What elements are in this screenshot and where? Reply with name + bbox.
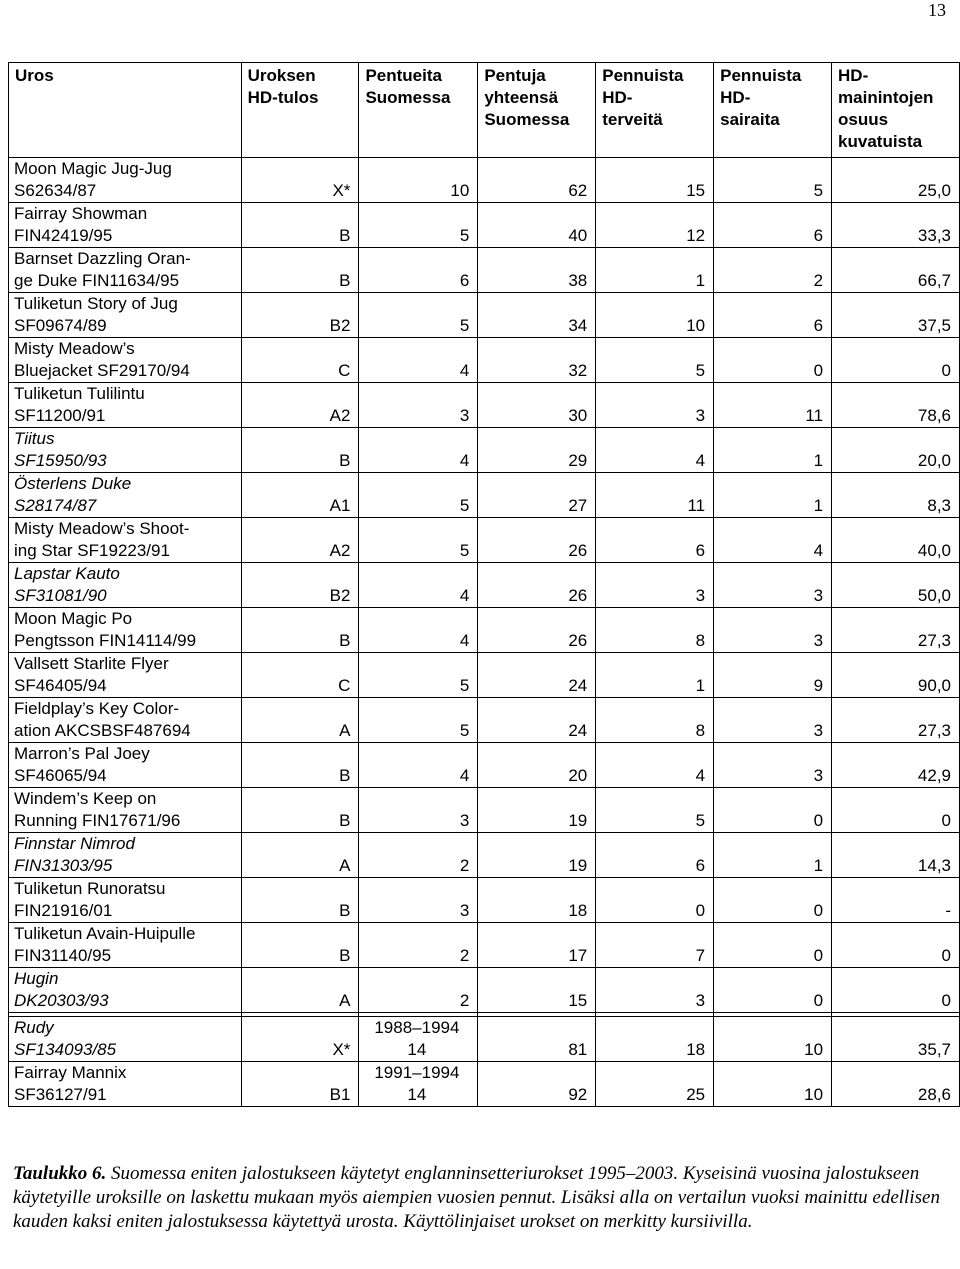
share-cell: 0 xyxy=(832,788,960,833)
table-row xyxy=(9,518,960,563)
sick-cell: 1 xyxy=(714,473,832,518)
sick-cell: 5 xyxy=(714,158,832,203)
share-cell: 40,0 xyxy=(832,518,960,563)
sick-cell: 1 xyxy=(714,833,832,878)
litters-cell: 3 xyxy=(359,788,478,833)
hd-result-cell: A2 xyxy=(241,383,359,428)
sick-cell: 10 xyxy=(714,1017,832,1062)
litters-cell: 4 xyxy=(359,608,478,653)
sick-cell: 6 xyxy=(714,293,832,338)
healthy-cell: 4 xyxy=(596,743,714,788)
table-row xyxy=(9,833,960,878)
column-header: Pentueita Suomessa xyxy=(359,63,478,158)
litters-cell: 4 xyxy=(359,743,478,788)
hd-result-cell: B xyxy=(241,923,359,968)
healthy-cell: 8 xyxy=(596,608,714,653)
sick-cell: 0 xyxy=(714,878,832,923)
hd-result-cell: A xyxy=(241,698,359,743)
table-row xyxy=(9,473,960,518)
sick-cell: 0 xyxy=(714,338,832,383)
healthy-cell: 8 xyxy=(596,698,714,743)
pups-cell: 15 xyxy=(478,968,596,1013)
caption-label: Taulukko 6. xyxy=(13,1163,107,1184)
healthy-cell: 12 xyxy=(596,203,714,248)
dog-name-cell: Tiitus SF15950/93 xyxy=(9,428,242,473)
pups-cell: 26 xyxy=(478,518,596,563)
share-cell: 0 xyxy=(832,338,960,383)
litters-cell: 6 xyxy=(359,248,478,293)
share-cell: 27,3 xyxy=(832,698,960,743)
table-row xyxy=(9,608,960,653)
sick-cell: 3 xyxy=(714,743,832,788)
pups-cell: 27 xyxy=(478,473,596,518)
stud-dog-table xyxy=(8,62,960,1107)
hd-result-cell: X* xyxy=(241,1017,359,1062)
hd-result-cell: B xyxy=(241,608,359,653)
healthy-cell: 6 xyxy=(596,833,714,878)
pups-cell: 92 xyxy=(478,1062,596,1107)
pups-cell: 81 xyxy=(478,1017,596,1062)
caption-text: Suomessa eniten jalostukseen käytetyt englanninsetteriurokset 1995–2003. Kyseisinä vuosina jalostukseen käytetyille uroksille on laskettu mukaan myös aiempien vuosien pennut. Lisäksi alla on vertailun vuoksi mainittu edellisen kauden kaksi eniten jalostuksessa käytettyä urosta. Käyttölinjaiset urokset on merkitty kursiivilla. xyxy=(13,1163,940,1232)
dog-name-cell: Marron’s Pal Joey SF46065/94 xyxy=(9,743,242,788)
table-row xyxy=(9,203,960,248)
healthy-cell: 11 xyxy=(596,473,714,518)
share-cell: 14,3 xyxy=(832,833,960,878)
healthy-cell: 0 xyxy=(596,878,714,923)
pups-cell: 30 xyxy=(478,383,596,428)
sick-cell: 3 xyxy=(714,698,832,743)
pups-cell: 24 xyxy=(478,698,596,743)
pups-cell: 17 xyxy=(478,923,596,968)
healthy-cell: 3 xyxy=(596,968,714,1013)
sick-cell: 10 xyxy=(714,1062,832,1107)
dog-name-cell: Tuliketun Story of Jug SF09674/89 xyxy=(9,293,242,338)
dog-name-cell: Österlens Duke S28174/87 xyxy=(9,473,242,518)
hd-result-cell: X* xyxy=(241,158,359,203)
dog-name-cell: Misty Meadow’s Shoot- ing Star SF19223/91 xyxy=(9,518,242,563)
pups-cell: 40 xyxy=(478,203,596,248)
share-cell: 42,9 xyxy=(832,743,960,788)
table-row xyxy=(9,698,960,743)
litters-cell: 5 xyxy=(359,653,478,698)
dog-name-cell: Fairray Mannix SF36127/91 xyxy=(9,1062,242,1107)
healthy-cell: 5 xyxy=(596,338,714,383)
hd-result-cell: B2 xyxy=(241,293,359,338)
litters-cell: 3 xyxy=(359,878,478,923)
dog-name-cell: Hugin DK20303/93 xyxy=(9,968,242,1013)
pups-cell: 29 xyxy=(478,428,596,473)
dog-name-cell: Fairray Showman FIN42419/95 xyxy=(9,203,242,248)
dog-name-cell: Moon Magic Jug-Jug S62634/87 xyxy=(9,158,242,203)
table-row xyxy=(9,563,960,608)
table-row xyxy=(9,248,960,293)
sick-cell: 0 xyxy=(714,968,832,1013)
hd-result-cell: B xyxy=(241,248,359,293)
reference-row xyxy=(9,1062,960,1107)
column-header: Pennuista HD- terveitä xyxy=(596,63,714,158)
share-cell: 50,0 xyxy=(832,563,960,608)
column-header: Uroksen HD-tulos xyxy=(241,63,359,158)
healthy-cell: 7 xyxy=(596,923,714,968)
sick-cell: 3 xyxy=(714,563,832,608)
sick-cell: 0 xyxy=(714,923,832,968)
healthy-cell: 18 xyxy=(596,1017,714,1062)
share-cell: 8,3 xyxy=(832,473,960,518)
litters-cell: 10 xyxy=(359,158,478,203)
table-row xyxy=(9,428,960,473)
share-cell: 35,7 xyxy=(832,1017,960,1062)
healthy-cell: 10 xyxy=(596,293,714,338)
column-header: Uros xyxy=(9,63,242,158)
litters-cell: 4 xyxy=(359,563,478,608)
hd-result-cell: A xyxy=(241,833,359,878)
pups-cell: 19 xyxy=(478,788,596,833)
hd-result-cell: B xyxy=(241,203,359,248)
dog-name-cell: Tuliketun Avain-Huipulle FIN31140/95 xyxy=(9,923,242,968)
hd-result-cell: B xyxy=(241,743,359,788)
hd-result-cell: A xyxy=(241,968,359,1013)
hd-result-cell: A1 xyxy=(241,473,359,518)
sick-cell: 2 xyxy=(714,248,832,293)
litters-cell: 5 xyxy=(359,293,478,338)
sick-cell: 1 xyxy=(714,428,832,473)
litters-cell: 2 xyxy=(359,833,478,878)
sick-cell: 11 xyxy=(714,383,832,428)
pups-cell: 26 xyxy=(478,563,596,608)
table-body xyxy=(9,158,960,1107)
share-cell: 90,0 xyxy=(832,653,960,698)
share-cell: 37,5 xyxy=(832,293,960,338)
dog-name-cell: Moon Magic Po Pengtsson FIN14114/99 xyxy=(9,608,242,653)
hd-result-cell: B xyxy=(241,788,359,833)
table-row xyxy=(9,383,960,428)
table-row xyxy=(9,968,960,1013)
table-header-row xyxy=(9,63,960,158)
share-cell: 78,6 xyxy=(832,383,960,428)
pups-cell: 20 xyxy=(478,743,596,788)
dog-name-cell: Fieldplay’s Key Color- ation AKCSBSF487694 xyxy=(9,698,242,743)
litters-cell: 1991–1994 14 xyxy=(359,1062,478,1107)
sick-cell: 3 xyxy=(714,608,832,653)
share-cell: 20,0 xyxy=(832,428,960,473)
hd-result-cell: B xyxy=(241,428,359,473)
pups-cell: 19 xyxy=(478,833,596,878)
dog-name-cell: Barnset Dazzling Oran- ge Duke FIN11634/95 xyxy=(9,248,242,293)
healthy-cell: 4 xyxy=(596,428,714,473)
table-row xyxy=(9,653,960,698)
reference-row xyxy=(9,1017,960,1062)
hd-result-cell: B xyxy=(241,878,359,923)
share-cell: - xyxy=(832,878,960,923)
hd-result-cell: C xyxy=(241,338,359,383)
healthy-cell: 3 xyxy=(596,563,714,608)
share-cell: 66,7 xyxy=(832,248,960,293)
hd-result-cell: A2 xyxy=(241,518,359,563)
dog-name-cell: Windem’s Keep on Running FIN17671/96 xyxy=(9,788,242,833)
table-row xyxy=(9,158,960,203)
table-row xyxy=(9,923,960,968)
dog-name-cell: Rudy SF134093/85 xyxy=(9,1017,242,1062)
table-row xyxy=(9,788,960,833)
pups-cell: 18 xyxy=(478,878,596,923)
litters-cell: 2 xyxy=(359,968,478,1013)
pups-cell: 26 xyxy=(478,608,596,653)
litters-cell: 5 xyxy=(359,473,478,518)
healthy-cell: 1 xyxy=(596,248,714,293)
share-cell: 27,3 xyxy=(832,608,960,653)
litters-cell: 5 xyxy=(359,698,478,743)
pups-cell: 24 xyxy=(478,653,596,698)
hd-result-cell: B1 xyxy=(241,1062,359,1107)
hd-result-cell: C xyxy=(241,653,359,698)
dog-name-cell: Tuliketun Tulilintu SF11200/91 xyxy=(9,383,242,428)
dog-name-cell: Finnstar Nimrod FIN31303/95 xyxy=(9,833,242,878)
healthy-cell: 1 xyxy=(596,653,714,698)
column-header: Pennuista HD- sairaita xyxy=(714,63,832,158)
pups-cell: 38 xyxy=(478,248,596,293)
hd-result-cell: B2 xyxy=(241,563,359,608)
healthy-cell: 15 xyxy=(596,158,714,203)
dog-name-cell: Tuliketun Runoratsu FIN21916/01 xyxy=(9,878,242,923)
page-number: 13 xyxy=(928,0,946,20)
litters-cell: 4 xyxy=(359,428,478,473)
dog-name-cell: Lapstar Kauto SF31081/90 xyxy=(9,563,242,608)
sick-cell: 4 xyxy=(714,518,832,563)
pups-cell: 62 xyxy=(478,158,596,203)
pups-cell: 32 xyxy=(478,338,596,383)
share-cell: 33,3 xyxy=(832,203,960,248)
litters-cell: 5 xyxy=(359,518,478,563)
share-cell: 25,0 xyxy=(832,158,960,203)
table-row xyxy=(9,338,960,383)
table-row xyxy=(9,743,960,788)
dog-name-cell: Misty Meadow’s Bluejacket SF29170/94 xyxy=(9,338,242,383)
litters-cell: 2 xyxy=(359,923,478,968)
sick-cell: 9 xyxy=(714,653,832,698)
sick-cell: 0 xyxy=(714,788,832,833)
column-header: Pentuja yhteensä Suomessa xyxy=(478,63,596,158)
litters-cell: 5 xyxy=(359,203,478,248)
pups-cell: 34 xyxy=(478,293,596,338)
healthy-cell: 3 xyxy=(596,383,714,428)
share-cell: 0 xyxy=(832,968,960,1013)
share-cell: 28,6 xyxy=(832,1062,960,1107)
dog-name-cell: Vallsett Starlite Flyer SF46405/94 xyxy=(9,653,242,698)
sick-cell: 6 xyxy=(714,203,832,248)
table-caption xyxy=(13,1162,943,1234)
column-header: HD- mainintojen osuus kuvatuista xyxy=(832,63,960,158)
table-row xyxy=(9,293,960,338)
share-cell: 0 xyxy=(832,923,960,968)
litters-cell: 3 xyxy=(359,383,478,428)
healthy-cell: 6 xyxy=(596,518,714,563)
healthy-cell: 25 xyxy=(596,1062,714,1107)
healthy-cell: 5 xyxy=(596,788,714,833)
table-row xyxy=(9,878,960,923)
litters-cell: 4 xyxy=(359,338,478,383)
litters-cell: 1988–1994 14 xyxy=(359,1017,478,1062)
